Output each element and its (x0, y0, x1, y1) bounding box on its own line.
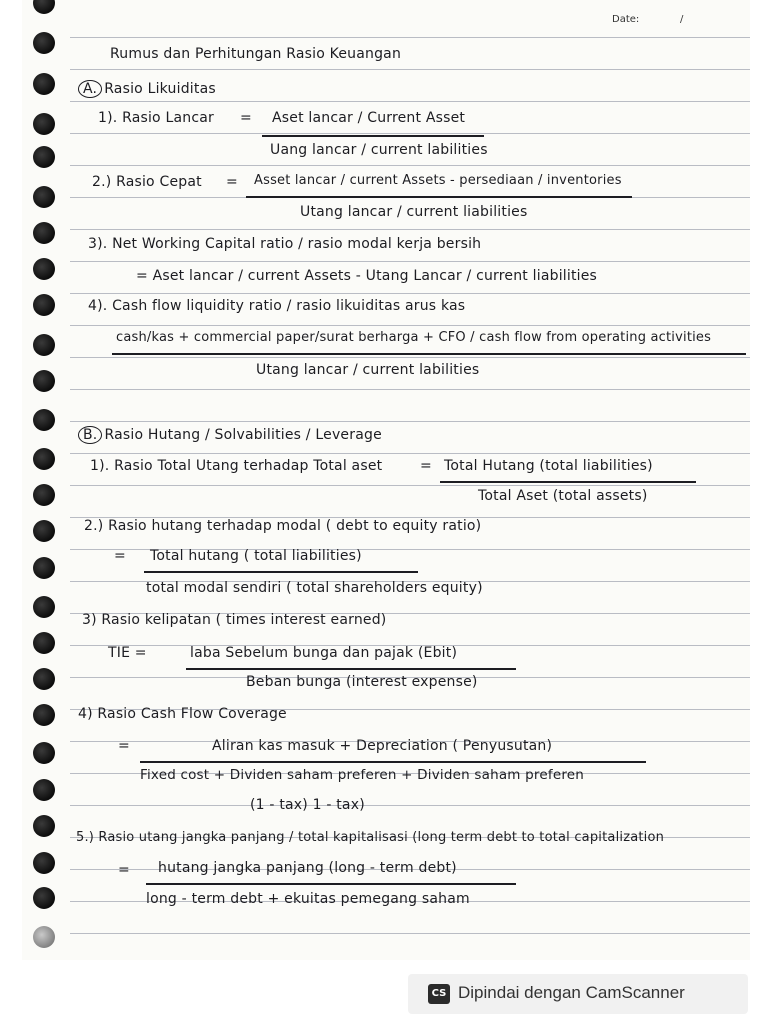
camscanner-text: Dipindai dengan CamScanner (458, 983, 685, 1002)
b1-fraction-line (440, 481, 696, 483)
camscanner-logo-icon: CS (428, 984, 450, 1004)
a3-formula: = Aset lancar / current Assets - Utang Lancar / current liabilities (136, 268, 598, 284)
b4-denominator: Fixed cost + Dividen saham preferen + Dividen saham preferen (140, 767, 585, 783)
section-a-marker: A. (78, 80, 102, 98)
a2-fraction-line (246, 196, 632, 198)
b1-numerator: Total Hutang (total liabilities) (444, 458, 653, 474)
b5-denominator: long - term debt + ekuitas pemegang saham (146, 891, 470, 907)
b4-fraction-line (140, 761, 646, 763)
b5-equals: = (118, 862, 130, 878)
b3-numerator: laba Sebelum bunga dan pajak (Ebit) (190, 645, 458, 661)
a2-denominator: Utang lancar / current liabilities (300, 204, 528, 220)
b2-denominator: total modal sendiri ( total shareholders equity) (146, 580, 483, 596)
a4-denominator: Utang lancar / current labilities (256, 362, 480, 378)
page-title: Rumus dan Perhitungan Rasio Keuangan (110, 46, 402, 62)
b5-fraction-line (146, 883, 516, 885)
a2-label: 2.) Rasio Cepat (92, 174, 202, 190)
section-a-title: Rasio Likuiditas (104, 81, 216, 97)
b2-numerator: Total hutang ( total liabilities) (150, 548, 362, 564)
b1-label: 1). Rasio Total Utang terhadap Total aset (90, 458, 383, 474)
a1-equals: = (240, 110, 252, 126)
section-b-marker: B. (78, 426, 102, 444)
b3-label: 3) Rasio kelipatan ( times interest earned) (82, 612, 387, 628)
b4-label: 4) Rasio Cash Flow Coverage (78, 706, 287, 722)
b3-prefix: TIE = (108, 645, 147, 661)
b3-denominator: Beban bunga (interest expense) (246, 674, 478, 690)
b3-fraction-line (186, 668, 516, 670)
a2-numerator: Asset lancar / current Assets - persediaan / inventories (254, 173, 622, 188)
date-label: Date: (612, 14, 640, 25)
section-b-title: Rasio Hutang / Solvabilities / Leverage (104, 427, 382, 443)
b4-numerator: Aliran kas masuk + Depreciation ( Penyusutan) (212, 738, 553, 754)
date-field (612, 14, 684, 25)
a1-label: 1). Rasio Lancar (98, 110, 214, 126)
a1-fraction-line (262, 135, 484, 137)
date-slash: / (680, 14, 684, 25)
a1-numerator: Aset lancar / Current Asset (272, 110, 466, 126)
b1-denominator: Total Aset (total assets) (478, 488, 648, 504)
section-a-heading (78, 80, 216, 98)
section-b-heading (78, 426, 382, 444)
a4-fraction-line (112, 353, 746, 355)
b1-equals: = (420, 458, 432, 474)
b2-equals: = (114, 548, 126, 564)
a3-label: 3). Net Working Capital ratio / rasio modal kerja bersih (88, 236, 482, 252)
b5-numerator: hutang jangka panjang (long - term debt) (158, 860, 457, 876)
b4-denominator-tax: (1 - tax) 1 - tax) (250, 797, 365, 813)
a2-equals: = (226, 174, 238, 190)
a1-denominator: Uang lancar / current labilities (270, 142, 488, 158)
b5-label: 5.) Rasio utang jangka panjang / total kapitalisasi (long term debt to total capitalization (76, 830, 665, 845)
b2-label: 2.) Rasio hutang terhadap modal ( debt to equity ratio) (84, 518, 482, 534)
camscanner-watermark (408, 974, 748, 1014)
b2-fraction-line (144, 571, 418, 573)
a4-label: 4). Cash flow liquidity ratio / rasio likuiditas arus kas (88, 298, 466, 314)
a4-numerator: cash/kas + commercial paper/surat berharga + CFO / cash flow from operating activities (116, 330, 712, 345)
b4-equals: = (118, 738, 130, 754)
